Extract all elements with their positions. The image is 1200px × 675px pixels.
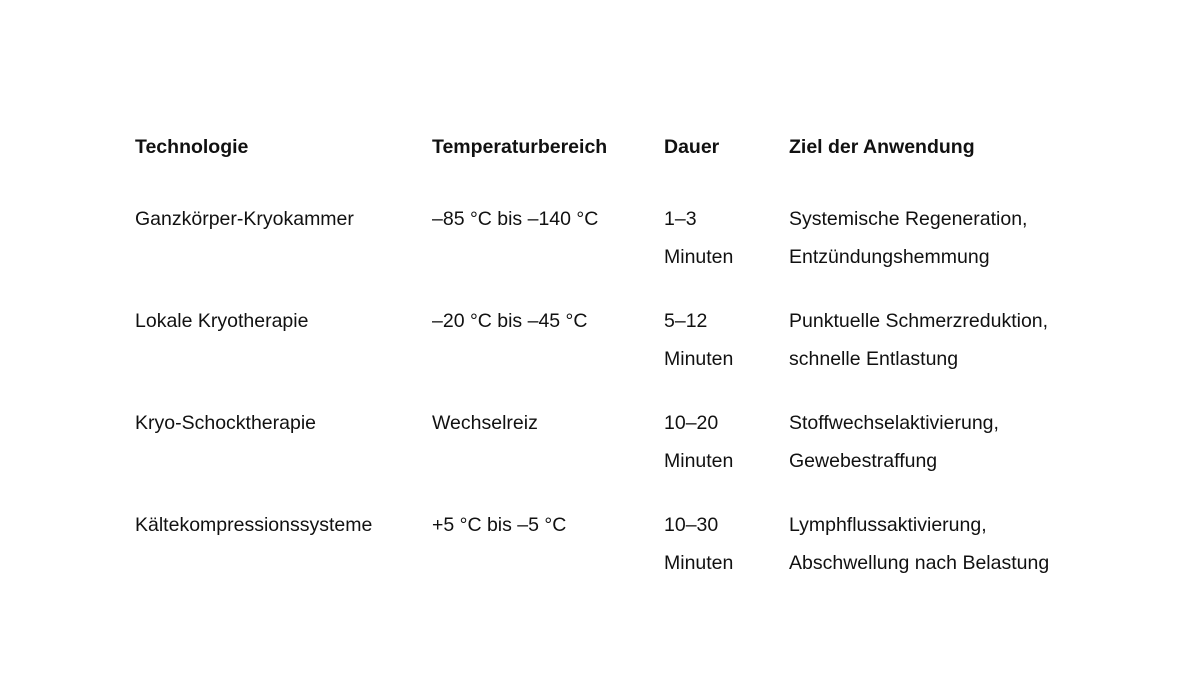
table-row bbox=[135, 200, 1109, 302]
header-ziel: Ziel der Anwendung bbox=[789, 136, 975, 158]
dauer-unit: Minuten bbox=[664, 246, 734, 268]
ziel-line: Lymphflussaktivierung, bbox=[789, 514, 987, 536]
cell-dauer bbox=[664, 506, 789, 608]
header-temperaturbereich: Temperaturbereich bbox=[432, 136, 608, 158]
ziel-line: Entzündungshemmung bbox=[789, 246, 990, 268]
header-dauer: Dauer bbox=[664, 136, 720, 158]
cell-technologie: Kältekompressionssysteme bbox=[135, 514, 373, 536]
cell-technologie: Kryo-Schocktherapie bbox=[135, 412, 317, 434]
table-row bbox=[135, 506, 1109, 608]
cell-ziel bbox=[789, 506, 1109, 608]
table-row bbox=[135, 302, 1109, 404]
ziel-line: Abschwellung nach Belastung bbox=[789, 552, 1050, 574]
dauer-value: 10–20 bbox=[664, 412, 719, 434]
ziel-line: Gewebestraffung bbox=[789, 450, 938, 472]
header-row bbox=[135, 128, 1109, 200]
cell-ziel bbox=[789, 302, 1109, 404]
ziel-line: Systemische Regeneration, bbox=[789, 208, 1028, 230]
kryotherapie-table bbox=[135, 128, 1109, 608]
dauer-unit: Minuten bbox=[664, 450, 734, 472]
ziel-line: Stoffwechselaktivierung, bbox=[789, 412, 999, 434]
cell-temperaturbereich: –20 °C bis –45 °C bbox=[432, 310, 588, 332]
cell-temperaturbereich: –85 °C bis –140 °C bbox=[432, 208, 599, 230]
table-header bbox=[135, 128, 1109, 200]
header-technologie: Technologie bbox=[135, 136, 249, 158]
cell-temperaturbereich: Wechselreiz bbox=[432, 412, 538, 434]
cell-technologie: Ganzkörper-Kryokammer bbox=[135, 208, 354, 230]
cell-dauer bbox=[664, 200, 789, 302]
cell-dauer bbox=[664, 404, 789, 506]
dauer-value: 10–30 bbox=[664, 514, 719, 536]
cell-technologie: Lokale Kryotherapie bbox=[135, 310, 309, 332]
cell-temperaturbereich: +5 °C bis –5 °C bbox=[432, 514, 567, 536]
dauer-value: 5–12 bbox=[664, 310, 708, 332]
cell-ziel bbox=[789, 200, 1109, 302]
dauer-unit: Minuten bbox=[664, 552, 734, 574]
ziel-line: schnelle Entlastung bbox=[789, 348, 959, 370]
table-body bbox=[135, 200, 1109, 608]
ziel-line: Punktuelle Schmerzreduktion, bbox=[789, 310, 1049, 332]
dauer-value: 1–3 bbox=[664, 208, 697, 230]
table-row bbox=[135, 404, 1109, 506]
dauer-unit: Minuten bbox=[664, 348, 734, 370]
cell-dauer bbox=[664, 302, 789, 404]
cell-ziel bbox=[789, 404, 1109, 506]
